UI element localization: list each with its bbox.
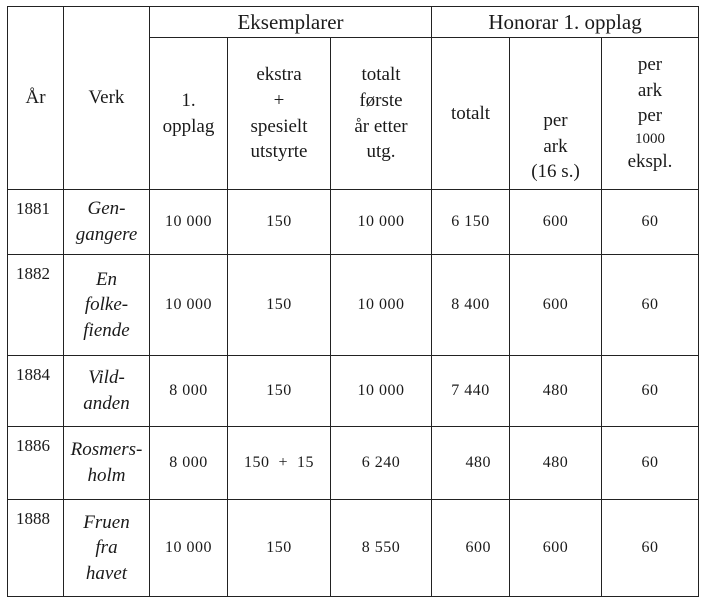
header-total-first-year-line: utg. [366,141,396,163]
first-print-cell: 8 000 [150,427,228,500]
per-sheet-cell: 600 [510,500,602,597]
table-row [8,427,699,500]
header-extra-line: utstyrte [250,141,308,163]
ibsen-print-table [7,6,699,597]
header-per-sheet-per-line: ark [637,79,663,101]
per-sheet-per-cell: 60 [602,255,699,356]
header-per-sheet-line: (16 s.) [531,161,580,183]
per-sheet-cell: 480 [510,427,602,500]
fee-total-cell: 480 [432,427,510,500]
table-row [8,500,699,597]
header-work: Verk [64,7,150,190]
total-first-year-cell: 10 000 [331,356,432,427]
work-line: gangere [75,224,138,245]
first-print-cell: 10 000 [150,190,228,255]
work-line: havet [85,562,128,584]
header-per-sheet-per [602,38,699,190]
work-cell [64,356,150,427]
header-per-sheet-line: per [543,110,568,132]
work-line: Gen- [87,198,126,220]
first-print-cell: 8 000 [150,356,228,427]
header-total-first-year-line: totalt [361,64,401,86]
extra-cell: 150 [228,190,331,255]
extra-cell: 150 [228,500,331,597]
table-row [8,190,699,255]
total-first-year-cell: 10 000 [331,255,432,356]
work-cell [64,427,150,500]
year-cell: 1886 [8,427,64,500]
fee-total-cell: 600 [432,500,510,597]
header-per-sheet-per-line: per [637,54,663,76]
work-cell [64,255,150,356]
work-line: fra [95,537,118,559]
per-sheet-cell: 600 [510,190,602,255]
fee-total-cell: 7 440 [432,356,510,427]
work-line: Fruen [83,511,130,533]
per-sheet-per-cell: 60 [602,190,699,255]
extra-cell: 150 + 15 [228,427,331,500]
header-per-sheet-per-line: ekspl. [627,151,673,173]
work-line: Rosmers- [70,439,143,461]
header-extra-line: spesielt [250,115,308,137]
work-line: anden [83,393,130,414]
work-line: Vild- [88,367,125,389]
work-line: fiende [83,319,130,341]
header-total-first-year [331,38,432,190]
header-extra-line: ekstra [256,64,302,86]
per-sheet-cell: 600 [510,255,602,356]
work-cell [64,500,150,597]
extra-cell: 150 [228,255,331,356]
header-total-first-year-line: første [359,89,403,111]
extra-cell: 150 [228,356,331,427]
work-line: holm [87,465,126,486]
header-year: År [8,7,64,190]
header-per-sheet-per-line: 1000 [635,131,665,148]
total-first-year-cell: 6 240 [331,427,432,500]
header-fee-total: totalt [432,38,510,190]
year-cell: 1882 [8,255,64,356]
header-extra-line: + [273,89,285,111]
per-sheet-per-cell: 60 [602,500,699,597]
header-first-print [150,38,228,190]
first-print-cell: 10 000 [150,255,228,356]
table-row [8,255,699,356]
header-first-print-line: opplag [162,115,215,137]
work-cell [64,190,150,255]
table-row [8,356,699,427]
per-sheet-per-cell: 60 [602,427,699,500]
header-group-fee: Honorar 1. opplag [432,7,699,38]
header-per-sheet [510,38,602,190]
per-sheet-per-cell: 60 [602,356,699,427]
header-per-sheet-line: ark [543,135,568,157]
year-cell: 1884 [8,356,64,427]
fee-total-cell: 8 400 [432,255,510,356]
header-group-copies: Eksemplarer [150,7,432,38]
fee-total-cell: 6 150 [432,190,510,255]
total-first-year-cell: 10 000 [331,190,432,255]
per-sheet-cell: 480 [510,356,602,427]
header-total-first-year-line: år etter [354,115,408,137]
year-cell: 1881 [8,190,64,255]
year-cell: 1888 [8,500,64,597]
first-print-cell: 10 000 [150,500,228,597]
header-first-print-line: 1. [181,89,196,111]
header-per-sheet-per-line: per [637,105,663,127]
work-line: folke- [84,294,129,316]
work-line: En [95,268,118,290]
header-extra [228,38,331,190]
total-first-year-cell: 8 550 [331,500,432,597]
